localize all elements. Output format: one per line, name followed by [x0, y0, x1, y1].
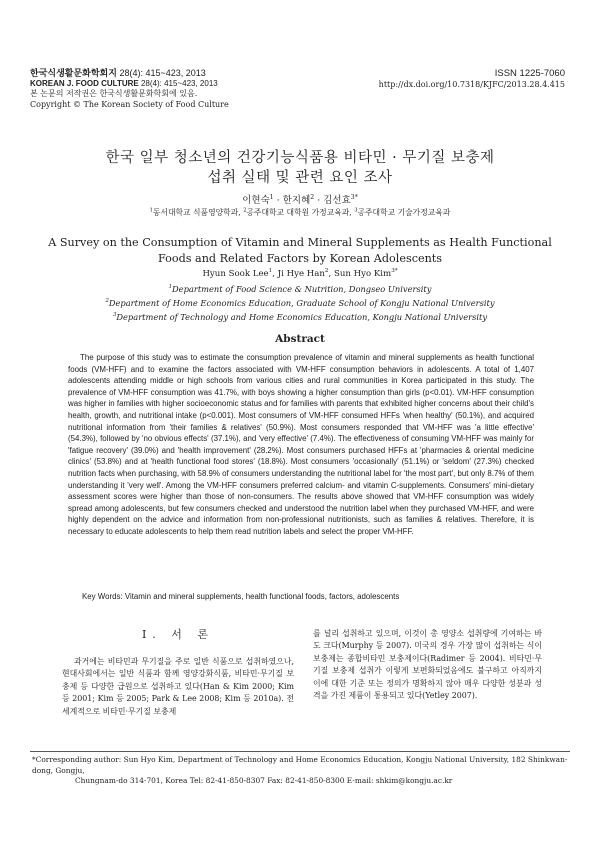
footnote-line-2: Chungnam-do 314-701, Korea Tel: 82-41-850-8307 Fax: 82-41-850-8300 E-mail: shkim@kongju.ac.kr	[75, 776, 453, 785]
affiliation-2: $^2$Department of Home Economics Education, Graduate School of Kongju National University	[105, 297, 495, 308]
intro-paragraph-left: 과거에는 비타민과 무기질을 주로 일반 식품으로 섭취하였으나, 현대사회에서는 일반 식품과 함께 영양강화식품, 비타민·무기질 보충제 등 다양한 급원으로 섭취하고 있다(Han & Kim 2000; Kim 등 2001; Kim 등 2005; Park & Lee 2008; Kim 등 2010a). 전세계적으로 비타민·무기질 보충제	[62, 657, 294, 716]
keywords-list: Vitamin and mineral supplements, health functional foods, factors, adolescents	[124, 592, 400, 601]
body-column-right	[313, 628, 542, 702]
title-korean-line2: 섭취 실태 및 관련 요인 조사	[207, 170, 393, 186]
doi-link[interactable]: http://dx.doi.org/10.7318/KJFC/2013.28.4.415	[378, 80, 565, 89]
title-english	[40, 235, 560, 267]
keywords-label: Key Words:	[82, 592, 125, 601]
footnote-divider	[30, 751, 570, 752]
copyright: Copyright © The Korean Society of Food Culture	[30, 99, 229, 109]
footnote-line-1: *Corresponding author: Sun Hyo Kim, Department of Technology and Home Economics Education, Kongju National University, 182 Shinkwan-dong, Gongju,	[32, 755, 568, 775]
keywords	[82, 592, 542, 601]
corresponding-author-footnote	[32, 755, 568, 787]
affiliations-korean: $^1$동서대학교 식품영양학과, $^2$공주대학교 대학원 가정교육과, $^3$공주대학교 기술가정교육과	[149, 207, 451, 217]
authors-korean: 이현숙$^1$ · 한지혜$^2$ · 김선효$^{3*}$	[242, 193, 358, 206]
journal-header	[30, 68, 330, 110]
abstract-heading: Abstract	[275, 333, 325, 345]
affiliations-english	[40, 281, 560, 322]
title-english-line2: Foods and Related Factors by Korean Adolescents	[157, 252, 443, 265]
affiliation-3: $^3$Department of Technology and Home Economics Education, Kongju National University	[112, 311, 488, 322]
issn: ISSN 1225-7060	[494, 68, 565, 79]
section-heading-introduction: I. 서 론	[141, 628, 215, 641]
intro-paragraph-right: 를 널리 섭취하고 있으며, 이것이 총 영양소 섭취량에 기여하는 바도 크다(Murphy 등 2007). 미국의 경우 가장 많이 섭취하는 식이보충제는 종합비타민 보충제이다(Radimer 등 2004). 비타민·무기질 보충제 섭취가 이렇게 보편화되었음에도 불구하고 아직까지 이에 대한 기준 또는 정의가 명확하지 않아 매우 다양한 성분과 성격을 가진 제품이 통용되고 있다(Yetley 2007).	[313, 629, 542, 701]
abstract-body: The purpose of this study was to estimate the consumption prevalence of vitamin and mineral supplements as health functional foods (VM-HFF) and to examine the factors associated with VM-HFF consumption behaviors in adolescents. A total of 1,407 adolescents attending middle or high schools from various cities and rural communities in Korea participated in this study. The prevalence of VM-HFF consumption was 41.7%, with boys showing a higher consumption than girls (p<0.01). VM-HFF consumption was higher in families with higher socioeconomic status and for families with parents that exhibited higher concerns about their child's health, growth, and nutritional intake (p<0.001). Most consumers of VM-HFF consumed HFFs 'when healthy' (50.1%), and acquired nutritional information from 'their families & relatives' (50.9%). Most consumers responded that VM-HFF was 'a little effective' (54.3%), followed by 'no obvious effects' (37.1%), and 'very effective' (7.4%). The effectiveness of consuming VM-HFF was mainly for 'fatigue recovery' (39.0%) and 'health improvement' (28.2%). Most consumers purchased HFFs at 'pharmacies & oriental medicine clinics' (53.8%) and at 'health functional food stores' (18.8%). Most consumers 'occasionally' (51.1%) or 'seldom' (27.3%) checked nutrition facts when purchasing, with 58.9% of consumers understanding the nutritional label for 'the most part', but only 8.7% of them understanding it 'very well'. Among the VM-HFF consumers preferred calcium- and vitamin C-supplements. Consumers' mini-dietary assessment scores were higher than those of non-consumers. The results above showed that VM-HFF consumption was widely spread among adolescents, but few consumers checked and understood the nutrition label when they purchased VM-HFF, and were highly dependent on the advice and information from non-professional nutritionists, such as families & relatives. Therefore, it is necessary to educate adolescents to help them read nutrition labels and select the proper VM-HFF.	[68, 353, 534, 536]
title-korean-line1: 한국 일부 청소년의 건강기능식품용 비타민 · 무기질 보충제	[105, 150, 495, 166]
journal-title-ko: 한국식생활문화학회지 28(4): 415~423, 2013	[30, 68, 206, 78]
body-column-left	[62, 626, 294, 718]
title-english-line1: A Survey on the Consumption of Vitamin and Mineral Supplements as Health Functional	[48, 236, 552, 249]
authors-english: Hyun Sook Lee$^1$, Ji Hye Han$^2$, Sun Hyo Kim$^{3*}$	[202, 268, 398, 279]
journal-title-en: KOREAN J. FOOD CULTURE 28(4): 415~423, 2013	[30, 78, 218, 88]
copyright-note: 본 논문의 저작권은 한국식생활문화학회에 있음.	[30, 89, 198, 98]
affiliation-1: $^1$Department of Food Science & Nutrition, Dongseo University	[168, 283, 432, 294]
title-korean	[40, 148, 560, 188]
issn-block	[379, 68, 565, 90]
